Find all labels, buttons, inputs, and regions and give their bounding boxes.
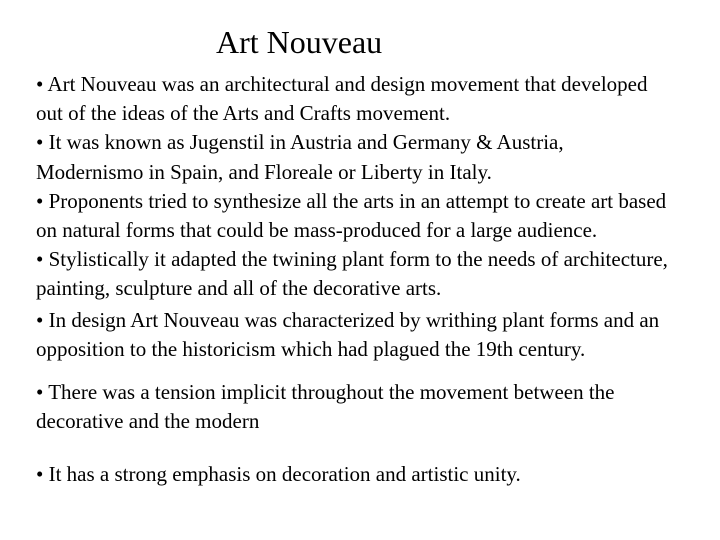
bullet-item: • It was known as Jugenstil in Austria and Germany & Austria, Modernismo in Spain, and Floreale or Liberty in Italy.: [36, 130, 564, 184]
bullet-item: • There was a tension implicit throughout the movement between the decorative and the modern: [36, 380, 615, 434]
bullet-item: • Art Nouveau was an architectural and design movement that developed out of the ideas of the Arts and Crafts movement.: [36, 72, 648, 126]
bullet-item: • It has a strong emphasis on decoration and artistic unity.: [36, 462, 521, 487]
bullet-item: • Stylistically it adapted the twining plant form to the needs of architecture, painting, sculpture and all of the decorative arts.: [36, 247, 668, 301]
bullet-item: • In design Art Nouveau was characterized by writhing plant forms and an opposition to the historicism which had plagued the 19th century.: [36, 307, 660, 361]
slide-title: Art Nouveau: [216, 24, 383, 60]
bullet-item: • Proponents tried to synthesize all the arts in an attempt to create art based on natural forms that could be mass-produced for a large audience.: [36, 188, 667, 243]
bullet-list: [36, 70, 676, 490]
